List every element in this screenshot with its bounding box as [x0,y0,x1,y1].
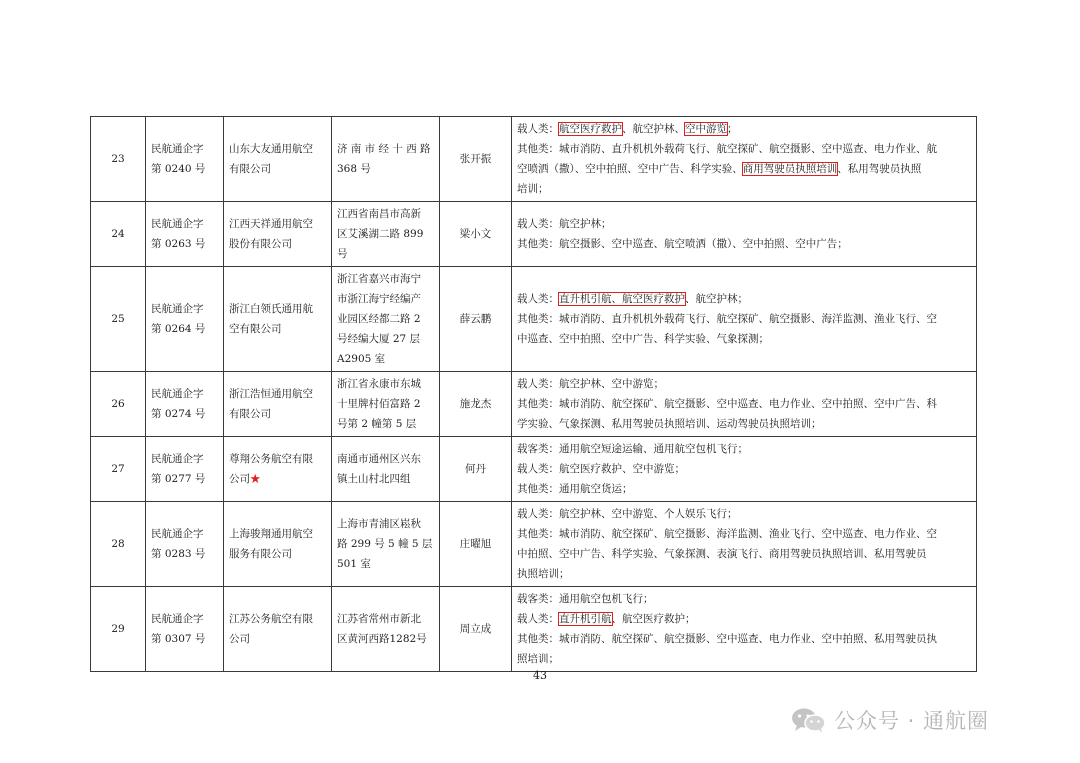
certificate-cell [146,437,224,502]
scope-line [517,629,971,649]
star-icon: ★ [250,473,261,485]
company-cell [224,202,332,267]
company-line [229,214,326,234]
scope-line [517,159,971,179]
table-row [91,117,977,202]
company-line [229,544,326,564]
address-line: 区艾溪湖二路 899 [337,228,424,240]
company-cell [224,502,332,587]
person-cell [440,202,512,267]
address-cell [332,267,440,372]
scope-text: 、航空护林、 [622,123,685,135]
highlighted-scope-item: 直升机引航、航空医疗救护 [559,293,685,305]
scope-line [517,524,971,544]
scope-text: 其他类：城市消防、直升机机外载荷飞行、航空探矿、航空摄影、空中巡查、电力作业、航 [517,143,937,155]
scope-line [517,414,971,434]
scope-text: 载人类：航空医疗救护、空中游览； [517,463,685,475]
table-row [91,502,977,587]
address-cell [332,502,440,587]
address-line: A2905 室 [337,353,386,365]
address-cell [332,372,440,437]
person-cell [440,372,512,437]
scope-text: 其他类：城市消防、航空探矿、航空摄影、空中巡查、电力作业、空中拍照、私用驾驶员执 [517,633,937,645]
legal-representative: 周立成 [459,623,492,635]
company-text: 江西天祥通用航空 [229,218,313,230]
address-line: 路 299 号 5 幢 5 层 [337,538,433,550]
scope-line [517,544,971,564]
business-scope-cell [512,267,977,372]
person-cell [440,267,512,372]
address-cell [332,437,440,502]
certificate-line: 第 0264 号 [151,323,206,335]
company-line [229,404,326,424]
certificate-cell [146,372,224,437]
scope-text: ； [727,123,738,135]
scope-text: 载人类：航空护林、空中游览、个人娱乐飞行； [517,508,738,520]
legal-representative: 庄曜旭 [459,538,492,550]
scope-line [517,439,971,459]
row-number-cell [91,202,146,267]
table-row [91,202,977,267]
address-line: 南通市通州区兴东 [337,453,421,465]
scope-text: 、私用驾驶员执照 [837,163,922,175]
address-line: 业园区经都二路 2 [337,313,421,325]
scope-text: 其他类：城市消防、航空探矿、航空摄影、海洋监测、渔业飞行、空中巡查、电力作业、空 [517,528,937,540]
scope-line [517,609,971,629]
row-number: 29 [111,623,125,635]
business-scope-cell [512,202,977,267]
address-line: 号第 2 幢第 5 层 [337,418,417,430]
row-number-cell [91,117,146,202]
scope-line [517,589,971,609]
highlighted-scope-item: 空中游览 [685,123,727,135]
row-number-cell [91,372,146,437]
business-scope-cell [512,587,977,672]
certificate-cell [146,202,224,267]
legal-representative: 薛云鹏 [459,313,492,325]
scope-line [517,139,971,159]
scope-line [517,119,971,139]
certificate-cell [146,267,224,372]
certificate-cell [146,587,224,672]
company-line [229,524,326,544]
address-line: 十里牌村佰富路 2 [337,398,421,410]
table-row [91,267,977,372]
scope-text: 其他类：航空摄影、空中巡查、航空喷洒（撒）、空中拍照、空中广告； [517,238,848,250]
certificate-line: 民航通企字 [151,388,204,400]
scope-text: 载客类：通用航空包机飞行； [517,593,654,605]
certificate-line: 第 0277 号 [151,473,206,485]
row-number-cell [91,587,146,672]
table-row [91,587,977,672]
scope-line [517,289,971,309]
highlighted-scope-item: 商用驾驶员执照培训 [742,163,838,175]
scope-line [517,394,971,414]
company-line [229,629,326,649]
address-line: 浙江省嘉兴市海宁 [337,273,421,285]
company-line [229,384,326,404]
company-cell [224,117,332,202]
certificate-line: 第 0240 号 [151,163,206,175]
company-line [229,319,326,339]
scope-text: 其他类：城市消防、直升机机外载荷飞行、航空探矿、航空摄影、海洋监测、渔业飞行、空 [517,313,937,325]
scope-line [517,649,971,669]
company-text: 股份有限公司 [229,238,292,250]
company-text: 上海骏翔通用航空 [229,528,313,540]
company-line [229,139,326,159]
company-text: 尊翔公务航空有限 [229,453,313,465]
certificate-line: 民航通企字 [151,613,204,625]
table-row [91,372,977,437]
address-line: 号经编大厦 27 层 [337,333,421,345]
scope-line [517,179,971,199]
address-cell [332,202,440,267]
company-text: 浙江白领氏通用航 [229,303,313,315]
license-table [90,116,977,672]
company-text: 公司 [229,633,250,645]
company-text: 山东大友通用航空 [229,143,313,155]
scope-line [517,564,971,584]
watermark [790,706,989,734]
company-cell [224,587,332,672]
certificate-line: 民航通企字 [151,303,204,315]
scope-text: 、航空护林； [685,293,748,305]
certificate-line: 第 0263 号 [151,238,206,250]
row-number-cell [91,267,146,372]
certificate-line: 第 0274 号 [151,408,206,420]
person-cell [440,117,512,202]
certificate-line: 民航通企字 [151,218,204,230]
company-text: 江苏公务航空有限 [229,613,313,625]
address-line: 市浙江海宁经编产 [337,293,421,305]
row-number: 28 [111,538,125,550]
scope-text: 载人类： [517,293,559,305]
certificate-line: 民航通企字 [151,528,204,540]
row-number-cell [91,437,146,502]
scope-text: 其他类：通用航空货运； [517,483,633,495]
scope-text: 载人类：航空护林、空中游览； [517,378,664,390]
scope-line [517,329,971,349]
address-line: 浙江省永康市东城 [337,378,421,390]
row-number: 27 [111,463,125,475]
address-line: 号 [337,248,348,260]
company-text: 有限公司 [229,163,271,175]
wechat-icon [790,706,826,734]
person-cell [440,502,512,587]
scope-text: 载人类：航空护林； [517,218,612,230]
address-line: 368 号 [337,163,371,175]
certificate-line: 民航通企字 [151,453,204,465]
address-line: 江苏省常州市新北 [337,613,421,625]
scope-text: 学实验、气象探测、私用驾驶员执照培训、运动驾驶员执照培训； [517,418,822,430]
company-cell [224,267,332,372]
address-cell [332,587,440,672]
scope-line [517,374,971,394]
company-line [229,299,326,319]
scope-line [517,234,971,254]
company-text: 浙江浩恒通用航空 [229,388,313,400]
address-line: 镇土山村北四组 [337,473,411,485]
address-line: 江西省南昌市高新 [337,208,421,220]
address-line: 上海市青浦区崧秋 [337,518,421,530]
address-cell [332,117,440,202]
certificate-line: 第 0307 号 [151,633,206,645]
certificate-line: 第 0283 号 [151,548,206,560]
company-cell [224,372,332,437]
company-text: 公司 [229,473,250,485]
address-line: 济 南 市 经 十 西 路 [337,143,431,155]
row-number: 23 [111,153,125,165]
watermark-text: 公众号 · 通航圈 [834,709,990,733]
scope-text: 、航空医疗救护； [611,613,696,625]
business-scope-cell [512,117,977,202]
company-line [229,469,326,489]
scope-text: 载人类： [517,123,559,135]
company-text: 有限公司 [229,408,271,420]
certificate-line: 民航通企字 [151,143,204,155]
address-line: 501 室 [337,558,371,570]
table-row [91,437,977,502]
scope-text: 照培训； [517,653,559,665]
scope-text: 中拍照、空中广告、科学实验、气象探测、表演飞行、商用驾驶员执照培训、私用驾驶员 [517,548,927,560]
business-scope-cell [512,502,977,587]
address-line: 区黄河西路1282号 [337,633,427,645]
row-number-cell [91,502,146,587]
legal-representative: 何丹 [465,463,486,475]
row-number: 25 [111,313,125,325]
legal-representative: 梁小文 [459,228,492,240]
highlighted-scope-item: 航空医疗救护 [559,123,622,135]
page-number: 43 [533,669,547,682]
company-cell [224,437,332,502]
certificate-cell [146,502,224,587]
row-number: 24 [111,228,125,240]
scope-line [517,504,971,524]
company-line [229,159,326,179]
scope-line [517,309,971,329]
scope-line [517,459,971,479]
legal-representative: 施龙杰 [459,398,492,410]
business-scope-cell [512,372,977,437]
scope-text: 空喷洒（撒）、空中拍照、空中广告、科学实验、 [517,163,743,175]
company-text: 空有限公司 [229,323,282,335]
legal-representative: 张开振 [459,153,492,165]
scope-text: 培训； [517,183,549,195]
person-cell [440,437,512,502]
scope-text: 执照培训； [517,568,570,580]
scope-text: 其他类：城市消防、航空探矿、航空摄影、空中巡查、电力作业、空中拍照、空中广告、科 [517,398,937,410]
company-line [229,609,326,629]
scope-line [517,479,971,499]
business-scope-cell [512,437,977,502]
scope-line [517,214,971,234]
row-number: 26 [111,398,125,410]
highlighted-scope-item: 直升机引航 [559,613,612,625]
company-line [229,449,326,469]
scope-text: 中巡查、空中拍照、空中广告、科学实验、气象探测； [517,333,769,345]
company-text: 服务有限公司 [229,548,292,560]
scope-text: 载人类： [517,613,559,625]
certificate-cell [146,117,224,202]
company-line [229,234,326,254]
scope-text: 载客类：通用航空短途运输、通用航空包机飞行； [517,443,748,455]
person-cell [440,587,512,672]
